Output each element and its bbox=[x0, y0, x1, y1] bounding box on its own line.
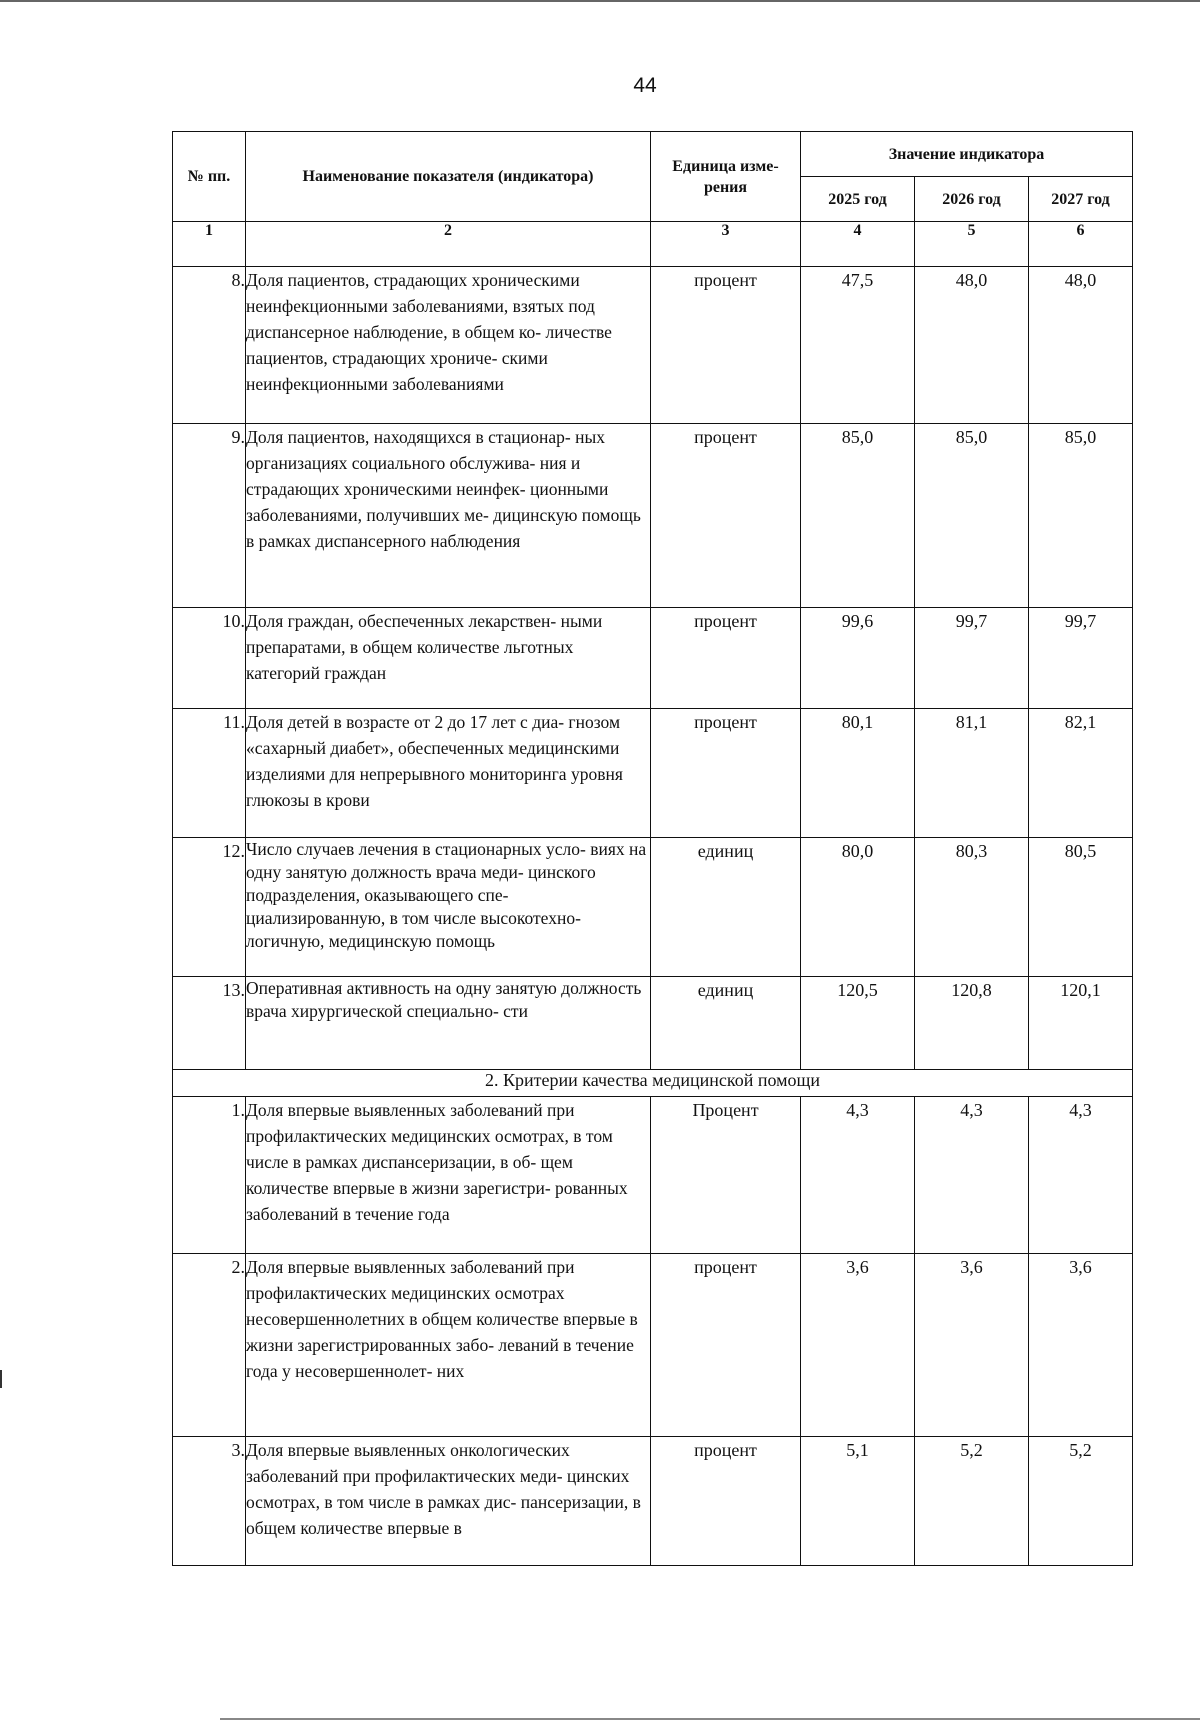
table-row bbox=[173, 424, 1133, 608]
header-year-2026: 2026 год bbox=[915, 177, 1029, 222]
value-2026: 5,2 bbox=[915, 1437, 1029, 1566]
table-row bbox=[173, 838, 1133, 977]
unit-cell: процент bbox=[651, 424, 801, 608]
scan-bottom-edge bbox=[220, 1718, 1200, 1720]
indicator-name: Доля впервые выявленных онкологических заболеваний при профилактических меди- цинских осмотрах, в том числе в рамках дис- пансеризации, в общем количестве впервые в bbox=[246, 1437, 651, 1566]
indicator-name: Доля детей в возрасте от 2 до 17 лет с диа- гнозом «сахарный диабет», обеспеченных медицинскими изделиями для непрерывного мониторинга уровня глюкозы в крови bbox=[246, 709, 651, 838]
table-row bbox=[173, 709, 1133, 838]
scan-mark bbox=[0, 1370, 2, 1388]
value-2027: 85,0 bbox=[1029, 424, 1133, 608]
indicator-name: Доля впервые выявленных заболеваний при профилактических медицинских осмотрах несовершеннолетних в общем количестве впервые в жизни зарегистрированных забо- леваний в течение года у несовершеннолет- них bbox=[246, 1254, 651, 1437]
unit-cell: процент bbox=[651, 1437, 801, 1566]
indicator-name: Доля пациентов, страдающих хроническими неинфекционными заболеваниями, взятых под диспансерное наблюдение, в общем ко- личестве пациентов, страдающих хрониче- скими неинфекционными заболеваниями bbox=[246, 267, 651, 424]
column-index: 5 bbox=[915, 222, 1029, 267]
table-row bbox=[173, 608, 1133, 709]
indicator-name: Доля граждан, обеспеченных лекарствен- ными препаратами, в общем количестве льготных категорий граждан bbox=[246, 608, 651, 709]
table-row bbox=[173, 1437, 1133, 1566]
table-row bbox=[173, 977, 1133, 1070]
value-2026: 48,0 bbox=[915, 267, 1029, 424]
column-index-row bbox=[173, 222, 1133, 267]
header-unit: Единица изме- рения bbox=[651, 132, 801, 222]
value-2027: 3,6 bbox=[1029, 1254, 1133, 1437]
value-2026: 81,1 bbox=[915, 709, 1029, 838]
row-number: 3. bbox=[173, 1437, 246, 1566]
row-number: 1. bbox=[173, 1097, 246, 1254]
value-2025: 5,1 bbox=[801, 1437, 915, 1566]
unit-cell: единиц bbox=[651, 977, 801, 1070]
column-index: 3 bbox=[651, 222, 801, 267]
column-index: 4 bbox=[801, 222, 915, 267]
column-index: 2 bbox=[246, 222, 651, 267]
value-2027: 99,7 bbox=[1029, 608, 1133, 709]
value-2025: 3,6 bbox=[801, 1254, 915, 1437]
row-number: 10. bbox=[173, 608, 246, 709]
scan-top-edge bbox=[0, 0, 1200, 2]
indicator-name: Доля впервые выявленных заболеваний при профилактических медицинских осмотрах, в том числе в рамках диспансеризации, в об- щем количестве впервые в жизни зарегистри- рованных заболеваний в течение года bbox=[246, 1097, 651, 1254]
row-number: 9. bbox=[173, 424, 246, 608]
value-2025: 80,0 bbox=[801, 838, 915, 977]
header-value: Значение индикатора bbox=[801, 132, 1133, 177]
indicator-name: Оперативная активность на одну занятую должность врача хирургической специально- сти bbox=[246, 977, 651, 1070]
value-2027: 48,0 bbox=[1029, 267, 1133, 424]
header-name: Наименование показателя (индикатора) bbox=[246, 132, 651, 222]
value-2027: 5,2 bbox=[1029, 1437, 1133, 1566]
section-row bbox=[173, 1070, 1133, 1097]
value-2027: 4,3 bbox=[1029, 1097, 1133, 1254]
indicator-name: Число случаев лечения в стационарных усло- виях на одну занятую должность врача меди- цинского подразделения, оказывающего спе- циализированную, в том числе высокотехно- логичную, медицинскую помощь bbox=[246, 838, 651, 977]
value-2026: 120,8 bbox=[915, 977, 1029, 1070]
page-number: 44 bbox=[633, 74, 657, 97]
header-row bbox=[173, 132, 1133, 177]
value-2025: 47,5 bbox=[801, 267, 915, 424]
unit-cell: процент bbox=[651, 709, 801, 838]
unit-cell: процент bbox=[651, 267, 801, 424]
table-row bbox=[173, 267, 1133, 424]
value-2026: 85,0 bbox=[915, 424, 1029, 608]
value-2026: 3,6 bbox=[915, 1254, 1029, 1437]
header-year-2025: 2025 год bbox=[801, 177, 915, 222]
indicators-table bbox=[172, 131, 1133, 1566]
row-number: 13. bbox=[173, 977, 246, 1070]
row-number: 11. bbox=[173, 709, 246, 838]
unit-cell: процент bbox=[651, 1254, 801, 1437]
value-2027: 80,5 bbox=[1029, 838, 1133, 977]
section-title: 2. Критерии качества медицинской помощи bbox=[173, 1070, 1133, 1097]
row-number: 12. bbox=[173, 838, 246, 977]
value-2027: 82,1 bbox=[1029, 709, 1133, 838]
value-2025: 85,0 bbox=[801, 424, 915, 608]
unit-cell: единиц bbox=[651, 838, 801, 977]
value-2025: 4,3 bbox=[801, 1097, 915, 1254]
value-2025: 120,5 bbox=[801, 977, 915, 1070]
table-row bbox=[173, 1254, 1133, 1437]
value-2025: 80,1 bbox=[801, 709, 915, 838]
row-number: 2. bbox=[173, 1254, 246, 1437]
header-year-2027: 2027 год bbox=[1029, 177, 1133, 222]
value-2026: 99,7 bbox=[915, 608, 1029, 709]
indicator-name: Доля пациентов, находящихся в стационар- ных организациях социального обслужива- ния и страдающих хроническими неинфек- ционными заболеваниями, получивших ме- дицинскую помощь в рамках диспансерного наблюдения bbox=[246, 424, 651, 608]
row-number: 8. bbox=[173, 267, 246, 424]
value-2026: 4,3 bbox=[915, 1097, 1029, 1254]
unit-cell: Процент bbox=[651, 1097, 801, 1254]
column-index: 1 bbox=[173, 222, 246, 267]
table-row bbox=[173, 1097, 1133, 1254]
value-2026: 80,3 bbox=[915, 838, 1029, 977]
unit-cell: процент bbox=[651, 608, 801, 709]
header-num: № пп. bbox=[173, 132, 246, 222]
column-index: 6 bbox=[1029, 222, 1133, 267]
value-2025: 99,6 bbox=[801, 608, 915, 709]
value-2027: 120,1 bbox=[1029, 977, 1133, 1070]
